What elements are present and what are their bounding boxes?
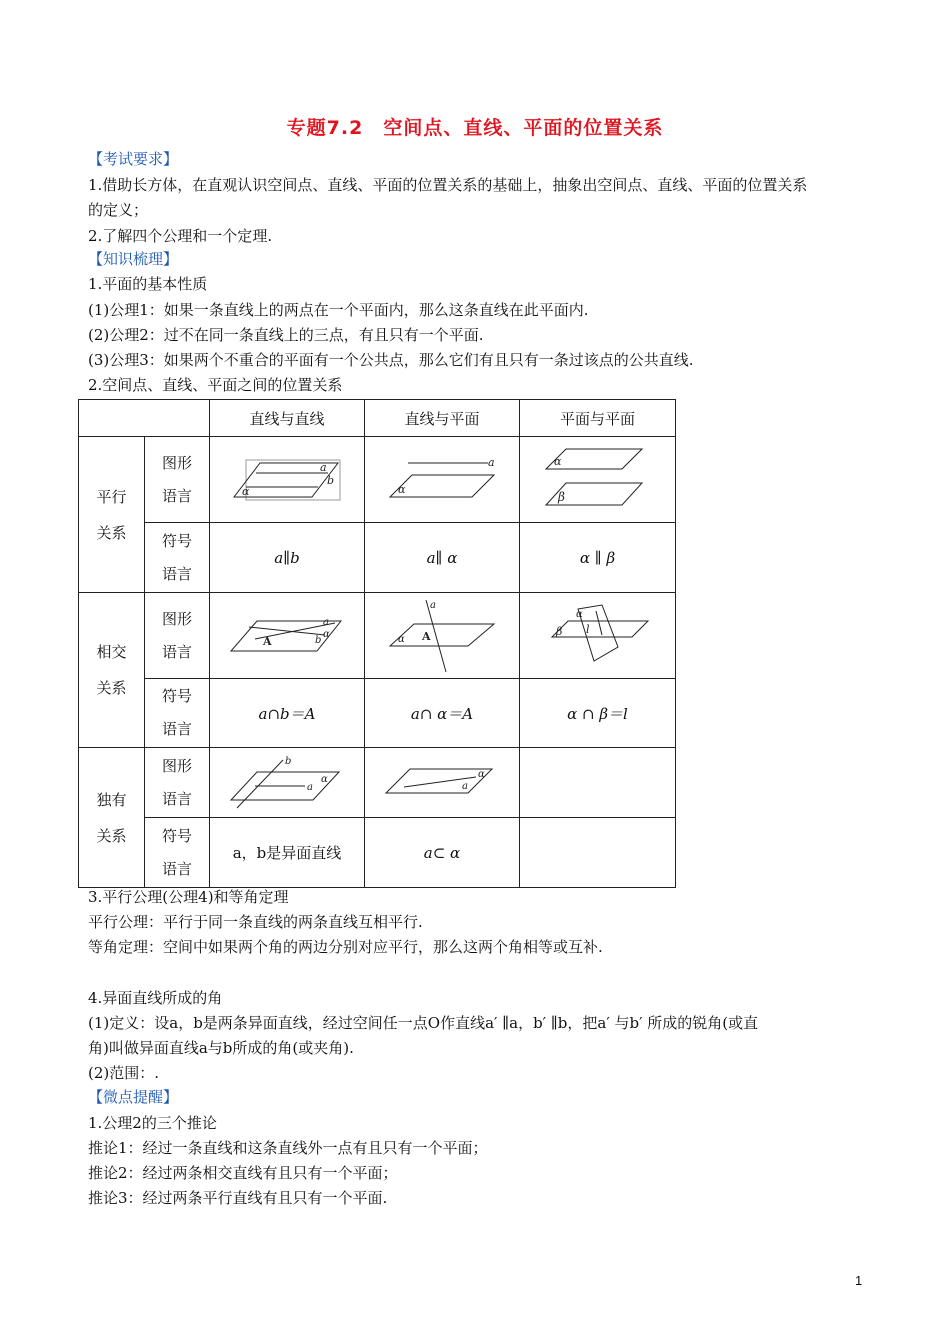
letter-a: a (323, 616, 329, 628)
letter-b: b (285, 755, 292, 767)
letter-alpha: α (553, 454, 561, 468)
symbol-parallel-lines: a∥b (210, 523, 365, 593)
exam-req-line-2: 2.了解四个公理和一个定理. (88, 227, 273, 245)
symbol-line-parallel-plane: a∥ α (365, 523, 520, 593)
letter-a: a (462, 780, 468, 792)
axiom-2: (2)公理2：过不在同一条直线上的三点，有且只有一个平面. (88, 326, 484, 344)
letter-a: a (307, 781, 313, 793)
letter-alpha: α (242, 484, 250, 498)
figure-line-parallel-plane (365, 437, 520, 523)
letter-a: a (320, 460, 327, 474)
page-title: 专题7.2 空间点、直线、平面的位置关系 (286, 117, 664, 139)
relations-heading: 2.空间点、直线、平面之间的位置关系 (88, 376, 343, 394)
letter-alpha: α (398, 633, 405, 645)
letter-a: a (430, 599, 436, 611)
skew-angle-range: (2)范围：. (88, 1064, 160, 1082)
row-category-intersect: 相交 关系 (79, 593, 145, 748)
position-relations-table (78, 399, 676, 888)
letter-a: a (488, 456, 495, 469)
figure-intersecting-planes (520, 593, 676, 679)
symbol-label: 符号 语言 (145, 818, 210, 888)
exam-req-line-1a: 1.借助长方体，在直观认识空间点、直线、平面的位置关系的基础上，抽象出空间点、直线、平面的位置关系 (88, 176, 808, 194)
corollary-1: 推论1：经过一条直线和这条直线外一点有且只有一个平面； (88, 1139, 488, 1157)
figure-line-in-plane (365, 748, 520, 818)
skew-angle-heading: 4.异面直线所成的角 (88, 989, 223, 1007)
section-exam-requirements: 【考试要求】 (88, 150, 179, 168)
skew-angle-definition-a: (1)定义：设a，b是两条异面直线，经过空间任一点O作直线a′ ∥a，b′ ∥b，把a′ 与b′ 所成的锐角(或直 (88, 1014, 759, 1032)
symbol-parallel-planes: α ∥ β (520, 523, 676, 593)
col-header-line-line: 直线与直线 (210, 400, 365, 437)
figure-label: 图形 语言 (145, 748, 210, 818)
symbol-line-in-plane: a⊂ α (365, 818, 520, 888)
tips-heading: 1.公理2的三个推论 (88, 1114, 217, 1132)
row-category-unique: 独有 关系 (79, 748, 145, 888)
parallel-axiom-heading: 3.平行公理(公理4)和等角定理 (88, 888, 289, 906)
figure-label: 图形 语言 (145, 593, 210, 679)
col-header-plane-plane: 平面与平面 (520, 400, 676, 437)
letter-beta: β (557, 489, 565, 504)
axiom-3: (3)公理3：如果两个不重合的平面有一个公共点，那么它们有且只有一条过该点的公共直线. (88, 351, 694, 369)
section-knowledge: 【知识梳理】 (88, 250, 179, 268)
letter-alpha: α (323, 628, 330, 640)
exam-req-line-1b: 的定义； (88, 201, 149, 219)
figure-intersecting-lines (210, 593, 365, 679)
plane-props-heading: 1.平面的基本性质 (88, 275, 208, 293)
figure-line-intersect-plane (365, 593, 520, 679)
row-category-parallel: 平行 关系 (79, 437, 145, 593)
symbol-label: 符号 语言 (145, 679, 210, 748)
letter-A: A (422, 629, 431, 643)
letter-A: A (263, 634, 272, 648)
symbol-skew-lines: a，b是异面直线 (210, 818, 365, 888)
letter-b: b (315, 634, 322, 646)
corollary-2: 推论2：经过两条相交直线有且只有一个平面； (88, 1164, 398, 1182)
equal-angle-theorem: 等角定理：空间中如果两个角的两边分别对应平行，那么这两个角相等或互补. (88, 938, 603, 956)
symbol-intersecting-planes: α ∩ β＝l (520, 679, 676, 748)
symbol-label: 符号 语言 (145, 523, 210, 593)
letter-alpha: α (478, 768, 485, 780)
figure-skew-lines (210, 748, 365, 818)
letter-beta: β (555, 624, 562, 638)
section-tips: 【微点提醒】 (88, 1088, 179, 1106)
letter-alpha: α (398, 482, 406, 496)
corollary-3: 推论3：经过两条平行直线有且只有一个平面. (88, 1189, 388, 1207)
figure-empty (520, 748, 676, 818)
figure-parallel-lines (210, 437, 365, 523)
letter-alpha: α (321, 773, 328, 785)
skew-angle-definition-b: 角)叫做异面直线a与b所成的角(或夹角). (88, 1039, 354, 1057)
symbol-line-intersect-plane: a∩ α＝A (365, 679, 520, 748)
figure-parallel-planes (520, 437, 676, 523)
letter-l: l (585, 622, 590, 636)
figure-label: 图形 语言 (145, 437, 210, 523)
page-number: 1 (855, 1273, 863, 1288)
symbol-intersecting-lines: a∩b＝A (210, 679, 365, 748)
letter-alpha: α (575, 608, 583, 620)
col-header-line-plane: 直线与平面 (365, 400, 520, 437)
axiom-1: (1)公理1：如果一条直线上的两点在一个平面内，那么这条直线在此平面内. (88, 301, 589, 319)
letter-b: b (327, 473, 335, 487)
symbol-empty (520, 818, 676, 888)
table-corner-cell (79, 400, 210, 437)
parallel-axiom: 平行公理：平行于同一条直线的两条直线互相平行. (88, 913, 423, 931)
